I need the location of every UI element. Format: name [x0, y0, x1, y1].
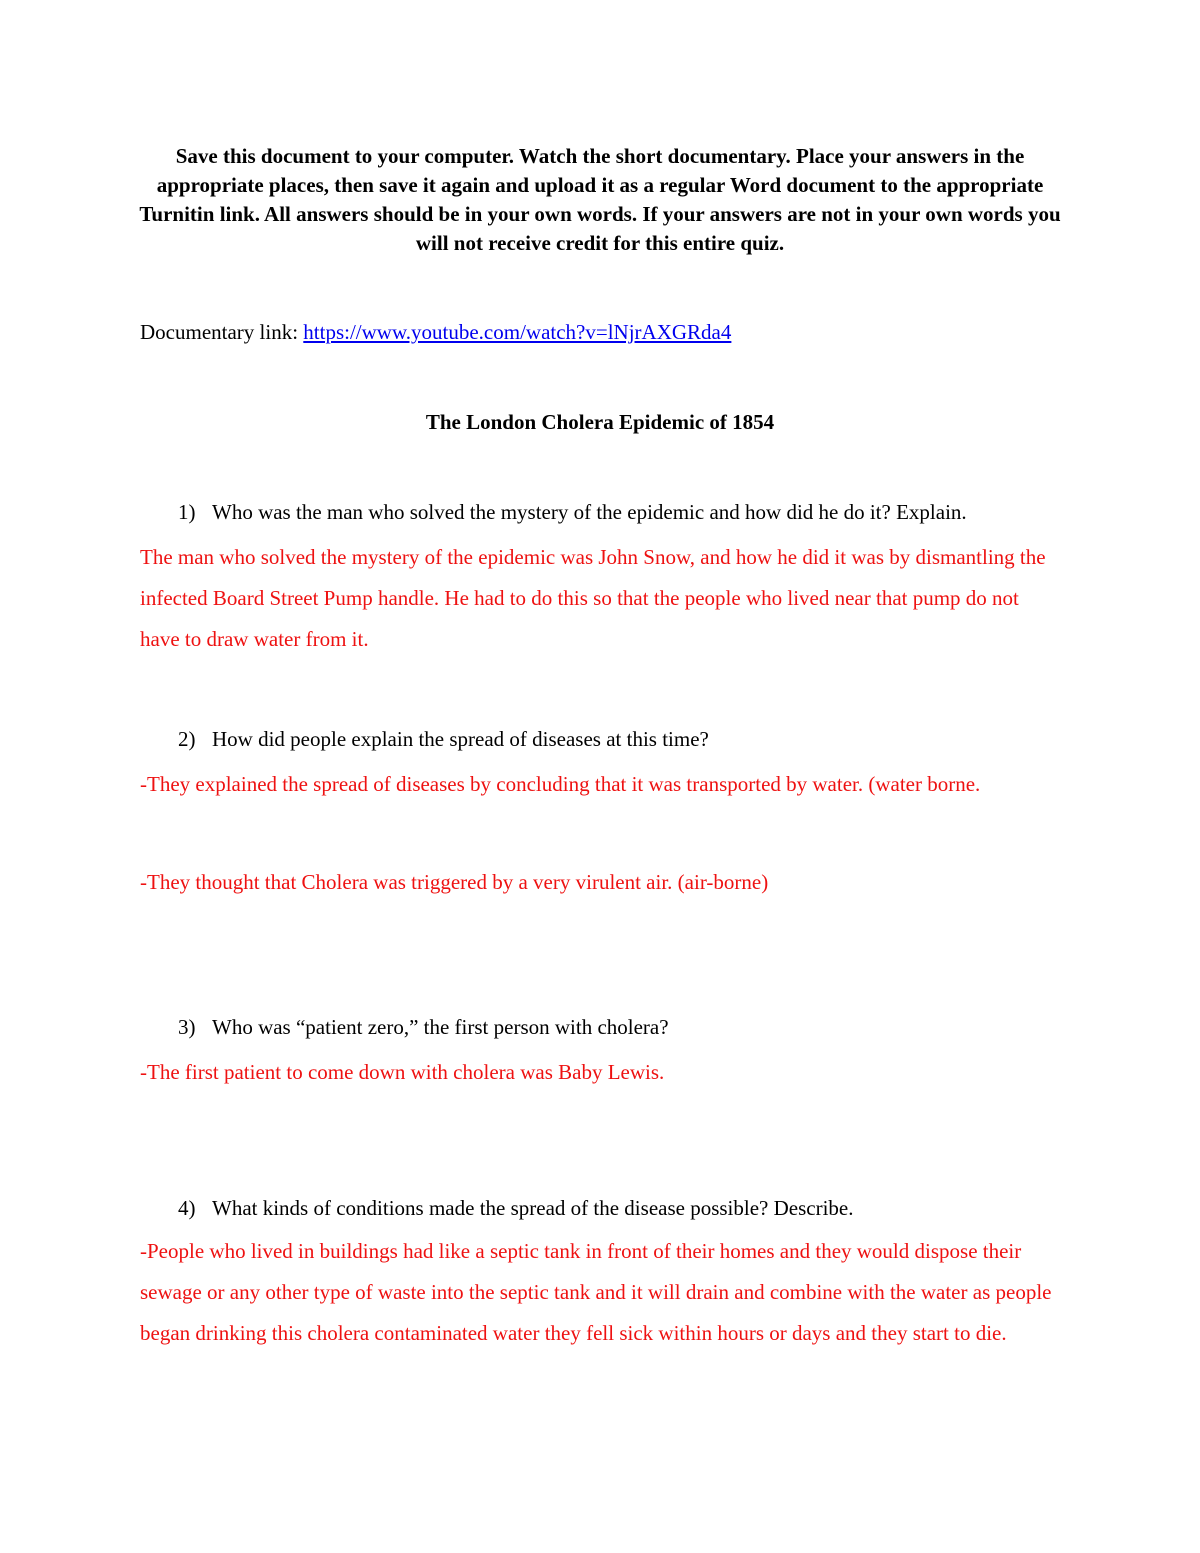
question-text: What kinds of conditions made the spread of the disease possible? Describe.: [212, 1196, 854, 1220]
question-3: [178, 1013, 669, 1042]
question-text: Who was “patient zero,” the first person with cholera?: [212, 1015, 669, 1039]
question-number: 1): [178, 500, 196, 524]
instructions-paragraph: Save this document to your computer. Watch the short documentary. Place your answers in the appropriate places, then save it again and upload it as a regular Word document to the appropriate Turnitin link. All answers should be in your own words. If your answers are not in your own words you will not receive credit for this entire quiz.: [139, 144, 1061, 255]
answer-2a: -They explained the spread of diseases by concluding that it was transported by water. (water borne.: [140, 772, 981, 796]
question-number: 2): [178, 727, 196, 751]
answer-4: -People who lived in buildings had like a septic tank in front of their homes and they would dispose their sewage or any other type of waste into the septic tank and it will drain and combine with the water as people began drinking this cholera contaminated water they fell sick within hours or days and they start to die.: [140, 1239, 1052, 1345]
question-2: [178, 725, 709, 754]
document-title: The London Cholera Epidemic of 1854: [425, 410, 775, 434]
documentary-link[interactable]: https://www.youtube.com/watch?v=lNjrAXGRda4: [303, 320, 732, 344]
answer-3: -The first patient to come down with cholera was Baby Lewis.: [140, 1060, 665, 1084]
answer-2b: -They thought that Cholera was triggered by a very virulent air. (air-borne): [140, 870, 769, 894]
documentary-link-label: Documentary link:: [140, 320, 304, 344]
question-1: [178, 498, 967, 527]
documentary-link-line: [140, 318, 731, 347]
question-4: [178, 1194, 853, 1223]
question-number: 4): [178, 1196, 196, 1220]
answer-1: The man who solved the mystery of the epidemic was John Snow, and how he did it was by dismantling the infected Board Street Pump handle. He had to do this so that the people who lived near that pump do not have to draw water from it.: [140, 545, 1046, 651]
question-text: Who was the man who solved the mystery of the epidemic and how did he do it? Explain.: [212, 500, 967, 524]
question-number: 3): [178, 1015, 196, 1039]
question-text: How did people explain the spread of diseases at this time?: [212, 727, 709, 751]
